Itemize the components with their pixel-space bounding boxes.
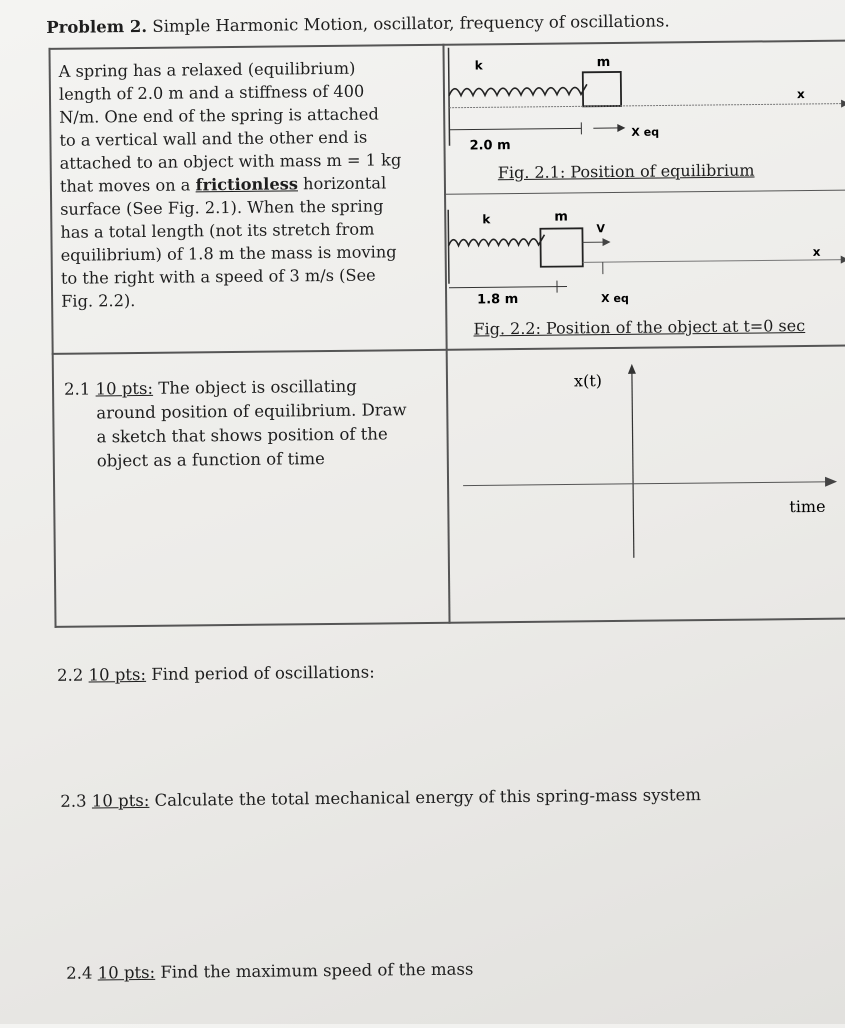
- question-number: 2.1: [64, 380, 90, 399]
- question-text: The object is oscillating: [158, 377, 357, 398]
- question-points: 10 pts:: [95, 379, 153, 399]
- label-m: m: [597, 55, 611, 70]
- spring-coil: [449, 84, 587, 95]
- statement-line: A spring has a relaxed (equilibrium): [59, 56, 439, 83]
- figure-2-2: [446, 200, 845, 324]
- x-axis-arrowhead: [841, 256, 845, 264]
- question-number: 2.2: [57, 666, 83, 685]
- fig-2-1-caption: Fig. 2.1: Position of equilibrium: [498, 161, 755, 183]
- question-text: Calculate the total mechanical energy of this spring-mass system: [154, 785, 701, 810]
- frictionless-emphasis: frictionless: [195, 174, 298, 194]
- statement-fragment: that moves on a: [60, 175, 191, 195]
- y-axis-arrowhead: [628, 364, 636, 374]
- fig-2-2-caption: Fig. 2.2: Position of the object at t=0 sec: [473, 316, 805, 338]
- question-number: 2.4: [66, 964, 92, 983]
- question-number: 2.3: [60, 792, 86, 811]
- label-v: V: [596, 222, 605, 235]
- spring-coil: [448, 235, 544, 246]
- table-row-divider: [52, 345, 845, 355]
- question-2-4: [66, 960, 473, 983]
- question-2-2: [57, 663, 375, 685]
- table-left-border: [48, 48, 56, 628]
- wall-line: [449, 48, 450, 146]
- time-axis-arrowhead: [825, 477, 837, 487]
- floor-line: [449, 104, 845, 108]
- statement-line: to a vertical wall and the other end is: [59, 125, 439, 152]
- question-text: a sketch that shows position of the: [64, 422, 444, 450]
- label-xeq: X eq: [631, 126, 659, 139]
- question-text: around position of equilibrium. Draw: [64, 398, 444, 426]
- y-axis-label: x(t): [574, 371, 602, 390]
- sketch-graph: [456, 356, 845, 622]
- problem-number: Problem 2.: [46, 17, 147, 37]
- x-axis-label: time: [789, 497, 825, 516]
- label-length: 2.0 m: [469, 138, 510, 153]
- xeq-arrowhead: [617, 124, 625, 132]
- length-line: [449, 287, 567, 288]
- label-length: 1.8 m: [477, 292, 518, 307]
- problem-topic: Simple Harmonic Motion, oscillator, frequency of oscillations.: [152, 11, 669, 35]
- statement-line: Fig. 2.2).: [61, 286, 441, 313]
- question-points: 10 pts:: [92, 791, 150, 811]
- wall-line: [448, 210, 449, 284]
- question-points: 10 pts:: [88, 665, 146, 685]
- label-x: x: [813, 245, 821, 259]
- label-k: k: [482, 212, 491, 226]
- velocity-arrowhead: [603, 238, 611, 246]
- question-2-1: [64, 374, 445, 474]
- question-text: Find period of oscillations:: [151, 663, 375, 684]
- mass-block: [583, 72, 621, 106]
- question-2-3: [60, 785, 701, 811]
- y-axis: [632, 370, 634, 558]
- statement-line: equilibrium) of 1.8 m the mass is moving: [61, 240, 441, 267]
- statement-fragment: horizontal: [303, 173, 386, 193]
- label-xeq: X eq: [601, 292, 629, 305]
- question-points: 10 pts:: [98, 963, 156, 983]
- label-x: x: [797, 87, 805, 101]
- mass-block: [540, 228, 582, 266]
- problem-title: [46, 11, 670, 37]
- statement-line: length of 2.0 m and a stiffness of 400: [59, 79, 439, 106]
- question-text: Find the maximum speed of the mass: [160, 960, 473, 982]
- problem-statement: [59, 56, 442, 313]
- question-text: object as a function of time: [65, 446, 445, 474]
- floor-line: [583, 260, 845, 263]
- statement-line: has a total length (not its stretch from: [60, 217, 440, 244]
- problem-table: [48, 40, 845, 628]
- statement-line: to the right with a speed of 3 m/s (See: [61, 263, 441, 290]
- label-m: m: [554, 209, 568, 224]
- statement-line: N/m. One end of the spring is attached: [59, 102, 439, 129]
- label-k: k: [475, 58, 484, 72]
- time-axis: [463, 482, 833, 486]
- statement-line: surface (See Fig. 2.1). When the spring: [60, 194, 440, 221]
- length-line: [449, 128, 581, 129]
- statement-line: attached to an object with mass m = 1 kg: [60, 148, 440, 175]
- x-axis-arrowhead: [841, 100, 845, 108]
